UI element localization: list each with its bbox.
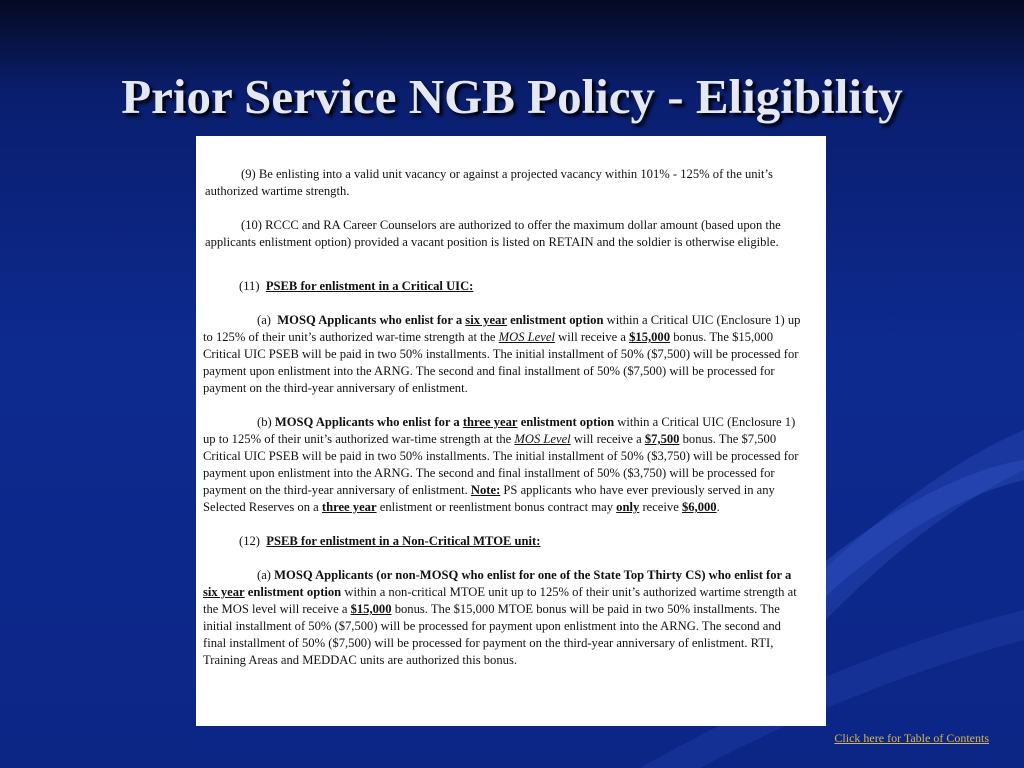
paragraph-12a: (a) MOSQ Applicants (or non-MOSQ who enlist for one of the State Top Thirty CS) who enlist for a six year enlistment option within a non-critical MTOE unit up to 125% of their unit’s authorized wartime strength at the MOS level will receive a $15,000 bonus. The $15,000 MTOE bonus will be paid in two 50% installments. The initial installment of 50% ($7,500) will be processed for payment upon enlistment into the ARNG. The second and final installment of 50% ($7,500) will be processed for payment on the third-year anniversary of enlistment. RTI, Training Areas and MEDDAC units are authorized this bonus. xyxy=(203,568,797,667)
paragraph-9: (9) Be enlisting into a valid unit vacancy or against a projected vacancy within 101% - 125% of the unit’s authorized wartime strength. xyxy=(205,167,773,198)
table-of-contents-link[interactable]: Click here for Table of Contents xyxy=(834,731,989,745)
document-excerpt-top xyxy=(196,136,826,282)
paragraph-11-heading: (11) PSEB for enlistment in a Critical UIC: xyxy=(239,279,474,293)
paragraph-11a: (a) MOSQ Applicants who enlist for a six year enlistment option within a Critical UIC (Enclosure 1) up to 125% of their unit’s authorized war-time strength at the MOS Level will receive a $15,000 bonus. The $15,000 Critical UIC PSEB will be paid in two 50% installments. The initial installment of 50% ($7,500) will be processed for payment upon enlistment into the ARNG. The second and final installment of 50% ($7,500) will be processed for payment on the third-year anniversary of enlistment. xyxy=(203,313,801,395)
paragraph-10: (10) RCCC and RA Career Counselors are authorized to offer the maximum dollar amount (based upon the applicants enlistment option) provided a vacant position is listed on RETAIN and the soldier is otherwise eligible. xyxy=(205,218,781,249)
slide-title: Prior Service NGB Policy - Eligibility xyxy=(121,69,903,124)
paragraph-12-heading: (12) PSEB for enlistment in a Non-Critical MTOE unit: xyxy=(239,534,541,548)
document-excerpt-main xyxy=(196,278,826,726)
paragraph-11b: (b) MOSQ Applicants who enlist for a three year enlistment option within a Critical UIC (Enclosure 1) up to 125% of their unit’s authorized war-time strength at the MOS Level will receive a $7,500 bonus. The $7,500 Critical UIC PSEB will be paid in two 50% installments. The initial installment of 50% ($3,750) will be processed for payment upon enlistment into the ARNG. The second and final installment of 50% ($3,750) will be processed for payment on the third-year anniversary of enlistment. Note: PS applicants who have ever previously served in any Selected Reserves on a three year enlistment or reenlistment bonus contract may only receive $6,000. xyxy=(203,415,799,514)
